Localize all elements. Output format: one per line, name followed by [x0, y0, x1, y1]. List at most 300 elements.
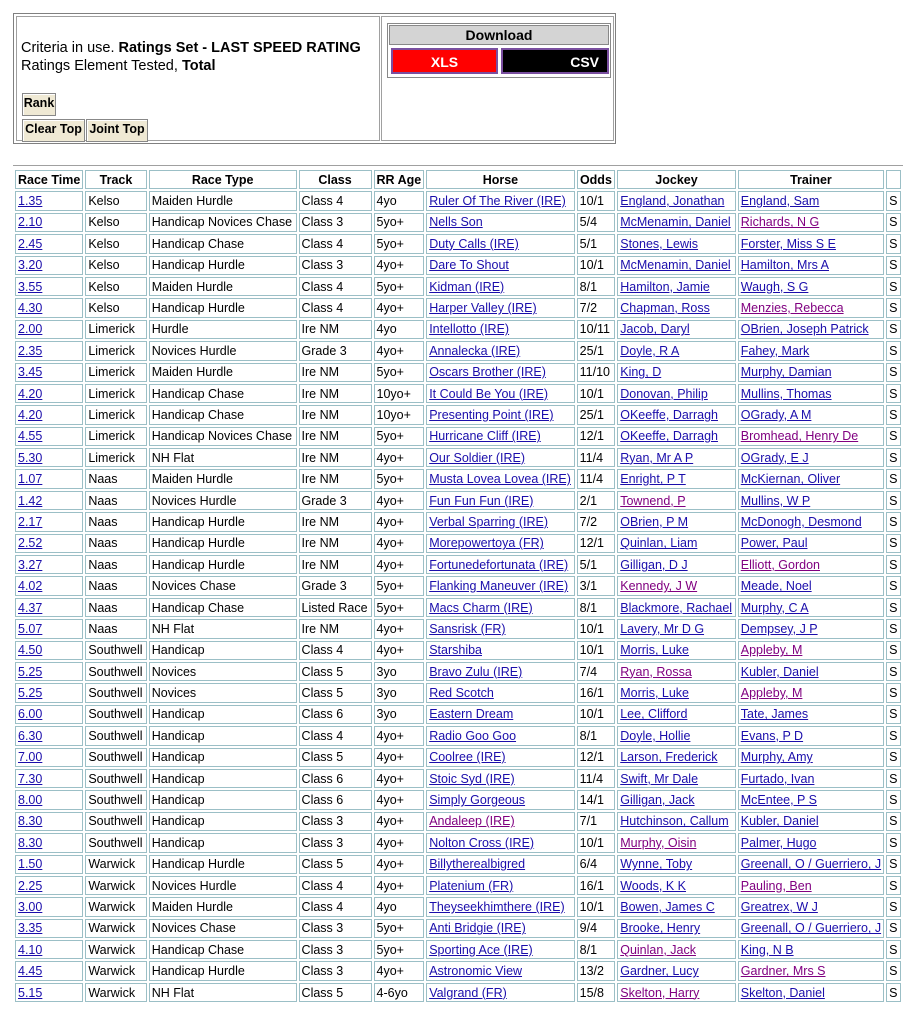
horse-cell: [426, 298, 574, 317]
horse-link[interactable]: Billytherealbigred: [429, 857, 526, 872]
race-time-link[interactable]: 2.00: [18, 322, 43, 337]
race-time-cell: [15, 983, 83, 1002]
trainer-link[interactable]: England, Sam: [740, 194, 820, 209]
trainer-link[interactable]: McDonogh, Desmond: [740, 514, 862, 529]
jockey-link[interactable]: Swift, Mr Dale: [620, 771, 699, 786]
trainer-link[interactable]: Murphy, Damian: [740, 365, 832, 380]
jockey-link[interactable]: Bowen, James C: [620, 899, 715, 914]
jockey-cell: [617, 726, 736, 745]
csv-download-button[interactable]: CSV: [501, 48, 609, 74]
header-trainer: Trainer: [738, 170, 884, 189]
extra-cell: S: [886, 427, 901, 446]
trainer-link[interactable]: Hamilton, Mrs A: [740, 258, 829, 273]
horse-link[interactable]: Kidman (IRE): [429, 279, 505, 294]
horse-link[interactable]: Annalecka (IRE): [429, 343, 521, 358]
trainer-link[interactable]: Dempsey, J P: [740, 621, 818, 636]
race-time-link[interactable]: 4.02: [18, 579, 43, 594]
trainer-link[interactable]: Kubler, Daniel: [740, 664, 819, 679]
extra-cell: S: [886, 469, 901, 488]
extra-cell: S: [886, 876, 901, 895]
horse-link[interactable]: It Could Be You (IRE): [429, 386, 549, 401]
trainer-link[interactable]: Evans, P D: [740, 728, 804, 743]
race-time-link[interactable]: 3.55: [18, 279, 43, 294]
horse-cell: [426, 598, 574, 617]
trainer-link[interactable]: OGrady, E J: [740, 450, 809, 465]
jockey-cell: [617, 405, 736, 424]
race-time-link[interactable]: 6.00: [18, 707, 43, 722]
trainer-link[interactable]: Tate, James: [740, 707, 809, 722]
extra-cell: S: [886, 234, 901, 253]
jockey-cell: [617, 234, 736, 253]
horse-link[interactable]: Stoic Syd (IRE): [429, 771, 515, 786]
race-type-cell: Handicap: [149, 833, 297, 852]
header-rr-age: RR Age: [374, 170, 425, 189]
race-time-cell: [15, 919, 83, 938]
track-cell: Naas: [85, 469, 146, 488]
horse-link[interactable]: Theyseekhimthere (IRE): [429, 899, 565, 914]
track-cell: Warwick: [85, 940, 146, 959]
jockey-link[interactable]: Larson, Frederick: [620, 750, 718, 765]
table-row: [15, 705, 901, 724]
horse-link[interactable]: Platenium (FR): [429, 878, 514, 893]
horse-link[interactable]: Sansrisk (FR): [429, 621, 506, 636]
header-row: [15, 170, 901, 189]
race-time-link[interactable]: 2.52: [18, 536, 43, 551]
extra-cell: S: [886, 384, 901, 403]
track-cell: Kelso: [85, 256, 146, 275]
race-time-cell: [15, 191, 83, 210]
jockey-link[interactable]: Doyle, R A: [620, 343, 680, 358]
horse-cell: [426, 619, 574, 638]
trainer-cell: [738, 812, 884, 831]
odds-cell: 25/1: [577, 341, 616, 360]
trainer-link[interactable]: Elliott, Gordon: [740, 557, 820, 572]
horse-cell: [426, 405, 574, 424]
jockey-link[interactable]: Doyle, Hollie: [620, 728, 691, 743]
extra-cell: S: [886, 662, 901, 681]
horse-link[interactable]: Hurricane Cliff (IRE): [429, 429, 541, 444]
rr-age-cell: 4yo+: [374, 726, 425, 745]
race-type-cell: Handicap: [149, 812, 297, 831]
xls-download-button[interactable]: XLS: [391, 48, 498, 74]
odds-cell: 11/4: [577, 769, 616, 788]
horse-link[interactable]: Eastern Dream: [429, 707, 514, 722]
horse-link[interactable]: Presenting Point (IRE): [429, 407, 554, 422]
jockey-link[interactable]: OKeeffe, Darragh: [620, 407, 718, 422]
jockey-link[interactable]: Jacob, Daryl: [620, 322, 690, 337]
trainer-link[interactable]: Greenall, O / Guerriero, J: [740, 921, 882, 936]
race-time-link[interactable]: 8.00: [18, 793, 43, 808]
horse-cell: [426, 961, 574, 980]
trainer-link[interactable]: Appleby, M: [740, 643, 803, 658]
race-time-cell: [15, 897, 83, 916]
horse-cell: [426, 576, 574, 595]
horse-link[interactable]: Nells Son: [429, 215, 483, 230]
extra-cell: S: [886, 705, 901, 724]
horse-link[interactable]: Fun Fun Fun (IRE): [429, 493, 534, 508]
jockey-link[interactable]: Brooke, Henry: [620, 921, 701, 936]
jockey-cell: [617, 213, 736, 232]
jockey-link[interactable]: Lee, Clifford: [620, 707, 688, 722]
jockey-link[interactable]: Townend, P: [620, 493, 686, 508]
race-time-link[interactable]: 2.17: [18, 514, 43, 529]
horse-link[interactable]: Bravo Zulu (IRE): [429, 664, 523, 679]
jockey-link[interactable]: King, D: [620, 365, 662, 380]
class-cell: Ire NM: [299, 469, 372, 488]
jockey-link[interactable]: England, Jonathan: [620, 194, 725, 209]
table-row: [15, 320, 901, 339]
trainer-cell: [738, 469, 884, 488]
track-cell: Warwick: [85, 855, 146, 874]
horse-link[interactable]: Fortunedefortunata (IRE): [429, 557, 569, 572]
race-time-link[interactable]: 3.35: [18, 921, 43, 936]
rr-age-cell: 4yo+: [374, 812, 425, 831]
race-type-cell: Novices Hurdle: [149, 341, 297, 360]
horse-cell: [426, 213, 574, 232]
race-type-cell: Maiden Hurdle: [149, 897, 297, 916]
class-cell: Grade 3: [299, 341, 372, 360]
extra-cell: S: [886, 619, 901, 638]
jockey-cell: [617, 555, 736, 574]
race-type-cell: Novices: [149, 683, 297, 702]
race-type-cell: Handicap Hurdle: [149, 298, 297, 317]
jockey-link[interactable]: Morris, Luke: [620, 643, 690, 658]
horse-link[interactable]: Coolree (IRE): [429, 750, 506, 765]
rr-age-cell: 4yo+: [374, 876, 425, 895]
jockey-link[interactable]: Quinlan, Jack: [620, 942, 696, 957]
trainer-link[interactable]: Richards, N G: [740, 215, 820, 230]
jockey-cell: [617, 897, 736, 916]
horse-link[interactable]: Radio Goo Goo: [429, 728, 517, 743]
class-cell: Class 3: [299, 940, 372, 959]
horse-cell: [426, 855, 574, 874]
trainer-link[interactable]: Bromhead, Henry De: [740, 429, 859, 444]
table-row: [15, 683, 901, 702]
trainer-cell: [738, 919, 884, 938]
jockey-link[interactable]: Kennedy, J W: [620, 579, 698, 594]
race-time-link[interactable]: 6.30: [18, 728, 43, 743]
jockey-link[interactable]: Lavery, Mr D G: [620, 621, 705, 636]
race-time-cell: [15, 448, 83, 467]
trainer-link[interactable]: Greatrex, W J: [740, 899, 818, 914]
horse-cell: [426, 320, 574, 339]
horse-link[interactable]: Duty Calls (IRE): [429, 236, 519, 251]
horse-link[interactable]: Oscars Brother (IRE): [429, 365, 546, 380]
trainer-link[interactable]: Power, Paul: [740, 536, 808, 551]
horse-cell: [426, 427, 574, 446]
trainer-link[interactable]: Murphy, C A: [740, 600, 809, 615]
trainer-link[interactable]: Palmer, Hugo: [740, 835, 817, 850]
horse-cell: [426, 897, 574, 916]
race-time-link[interactable]: 8.30: [18, 814, 43, 829]
rr-age-cell: 4yo+: [374, 491, 425, 510]
horse-link[interactable]: Nolton Cross (IRE): [429, 835, 535, 850]
track-cell: Naas: [85, 555, 146, 574]
trainer-link[interactable]: Furtado, Ivan: [740, 771, 815, 786]
horse-cell: [426, 769, 574, 788]
jockey-link[interactable]: Woods, K K: [620, 878, 687, 893]
jockey-cell: [617, 448, 736, 467]
race-time-link[interactable]: 3.20: [18, 258, 43, 273]
horse-link[interactable]: Harper Valley (IRE): [429, 301, 537, 316]
trainer-link[interactable]: Pauling, Ben: [740, 878, 812, 893]
trainer-cell: [738, 298, 884, 317]
class-cell: Ire NM: [299, 555, 372, 574]
trainer-link[interactable]: Skelton, Daniel: [740, 985, 825, 1000]
extra-cell: S: [886, 256, 901, 275]
race-type-cell: Handicap: [149, 705, 297, 724]
trainer-link[interactable]: Fahey, Mark: [740, 343, 810, 358]
jockey-cell: [617, 748, 736, 767]
trainer-link[interactable]: King, N B: [740, 942, 794, 957]
joint-top-button[interactable]: Joint Top: [86, 119, 148, 142]
race-time-link[interactable]: 1.07: [18, 472, 43, 487]
odds-cell: 11/4: [577, 448, 616, 467]
criteria-prefix: Criteria in use.: [21, 40, 119, 56]
track-cell: Southwell: [85, 769, 146, 788]
header-race-type: Race Type: [149, 170, 297, 189]
rr-age-cell: 4yo+: [374, 555, 425, 574]
jockey-cell: [617, 491, 736, 510]
race-time-link[interactable]: 7.00: [18, 750, 43, 765]
jockey-cell: [617, 320, 736, 339]
trainer-cell: [738, 876, 884, 895]
rr-age-cell: 4yo+: [374, 512, 425, 531]
odds-cell: 12/1: [577, 534, 616, 553]
race-time-link[interactable]: 4.20: [18, 386, 43, 401]
trainer-cell: [738, 191, 884, 210]
horse-link[interactable]: Ruler Of The River (IRE): [429, 194, 566, 209]
horse-link[interactable]: Morepowertoya (FR): [429, 536, 544, 551]
jockey-link[interactable]: McMenamin, Daniel: [620, 215, 731, 230]
extra-cell: S: [886, 191, 901, 210]
jockey-cell: [617, 641, 736, 660]
table-row: [15, 940, 901, 959]
rr-age-cell: 5yo+: [374, 469, 425, 488]
track-cell: Naas: [85, 534, 146, 553]
race-type-cell: Novices Chase: [149, 919, 297, 938]
extra-cell: S: [886, 919, 901, 938]
track-cell: Southwell: [85, 683, 146, 702]
race-time-link[interactable]: 8.30: [18, 835, 43, 850]
table-row: [15, 876, 901, 895]
horse-link[interactable]: Astronomic View: [429, 964, 523, 979]
jockey-link[interactable]: Donovan, Philip: [620, 386, 708, 401]
jockey-link[interactable]: Stones, Lewis: [620, 236, 699, 251]
clear-top-button[interactable]: Clear Top: [22, 119, 85, 142]
race-time-link[interactable]: 5.15: [18, 985, 43, 1000]
jockey-link[interactable]: Gardner, Lucy: [620, 964, 699, 979]
race-time-link[interactable]: 4.55: [18, 429, 43, 444]
class-cell: Ire NM: [299, 619, 372, 638]
trainer-link[interactable]: Gardner, Mrs S: [740, 964, 826, 979]
rr-age-cell: 5yo+: [374, 277, 425, 296]
race-time-cell: [15, 405, 83, 424]
jockey-link[interactable]: Hamilton, Jamie: [620, 279, 710, 294]
track-cell: Naas: [85, 619, 146, 638]
race-time-link[interactable]: 2.45: [18, 236, 43, 251]
race-time-link[interactable]: 4.37: [18, 600, 43, 615]
horse-link[interactable]: Macs Charm (IRE): [429, 600, 533, 615]
trainer-link[interactable]: Appleby, M: [740, 686, 803, 701]
jockey-link[interactable]: OKeeffe, Darragh: [620, 429, 718, 444]
race-time-cell: [15, 256, 83, 275]
race-type-cell: NH Flat: [149, 983, 297, 1002]
race-time-cell: [15, 940, 83, 959]
jockey-link[interactable]: Blackmore, Rachael: [620, 600, 733, 615]
extra-cell: S: [886, 983, 901, 1002]
track-cell: Warwick: [85, 983, 146, 1002]
race-time-link[interactable]: 7.30: [18, 771, 43, 786]
class-cell: Listed Race: [299, 598, 372, 617]
trainer-cell: [738, 491, 884, 510]
trainer-cell: [738, 641, 884, 660]
horse-link[interactable]: Musta Lovea Lovea (IRE): [429, 472, 571, 487]
race-time-link[interactable]: 2.35: [18, 343, 43, 358]
race-time-link[interactable]: 5.30: [18, 450, 43, 465]
race-time-link[interactable]: 5.25: [18, 664, 43, 679]
extra-cell: S: [886, 534, 901, 553]
horse-link[interactable]: Flanking Maneuver (IRE): [429, 579, 569, 594]
class-cell: Class 3: [299, 919, 372, 938]
odds-cell: 8/1: [577, 940, 616, 959]
race-time-cell: [15, 961, 83, 980]
race-time-link[interactable]: 3.00: [18, 899, 43, 914]
race-time-link[interactable]: 4.30: [18, 301, 43, 316]
race-type-cell: Handicap Chase: [149, 234, 297, 253]
trainer-link[interactable]: OBrien, Joseph Patrick: [740, 322, 869, 337]
jockey-link[interactable]: McMenamin, Daniel: [620, 258, 731, 273]
jockey-link[interactable]: Gilligan, Jack: [620, 793, 695, 808]
rr-age-cell: 10yo+: [374, 384, 425, 403]
class-cell: Class 5: [299, 748, 372, 767]
horse-link[interactable]: Dare To Shout: [429, 258, 509, 273]
trainer-link[interactable]: Mullins, W P: [740, 493, 811, 508]
race-time-link[interactable]: 2.10: [18, 215, 43, 230]
class-cell: Class 5: [299, 855, 372, 874]
table-row: [15, 234, 901, 253]
race-time-link[interactable]: 4.10: [18, 942, 43, 957]
race-type-cell: Handicap Chase: [149, 384, 297, 403]
race-time-link[interactable]: 2.25: [18, 878, 43, 893]
race-time-link[interactable]: 4.50: [18, 643, 43, 658]
class-cell: Class 4: [299, 876, 372, 895]
jockey-link[interactable]: Ryan, Rossa: [620, 664, 692, 679]
trainer-link[interactable]: McEntee, P S: [740, 793, 817, 808]
trainer-link[interactable]: Mullins, Thomas: [740, 386, 832, 401]
jockey-link[interactable]: Murphy, Oisin: [620, 835, 697, 850]
jockey-cell: [617, 683, 736, 702]
class-cell: Ire NM: [299, 384, 372, 403]
odds-cell: 8/1: [577, 726, 616, 745]
trainer-cell: [738, 427, 884, 446]
horse-link[interactable]: Valgrand (FR): [429, 985, 507, 1000]
odds-cell: 6/4: [577, 855, 616, 874]
table-row: [15, 341, 901, 360]
horse-link[interactable]: Sporting Ace (IRE): [429, 942, 533, 957]
jockey-link[interactable]: Quinlan, Liam: [620, 536, 698, 551]
jockey-link[interactable]: Skelton, Harry: [620, 985, 700, 1000]
trainer-link[interactable]: Menzies, Rebecca: [740, 301, 844, 316]
jockey-link[interactable]: Wynne, Toby: [620, 857, 693, 872]
header-horse: Horse: [426, 170, 574, 189]
track-cell: Limerick: [85, 448, 146, 467]
rr-age-cell: 5yo+: [374, 213, 425, 232]
jockey-cell: [617, 919, 736, 938]
trainer-link[interactable]: Waugh, S G: [740, 279, 809, 294]
jockey-link[interactable]: Morris, Luke: [620, 686, 690, 701]
trainer-link[interactable]: Greenall, O / Guerriero, J: [740, 857, 882, 872]
trainer-link[interactable]: McKiernan, Oliver: [740, 472, 841, 487]
race-type-cell: Hurdle: [149, 320, 297, 339]
horse-link[interactable]: Anti Bridgie (IRE): [429, 921, 526, 936]
horse-cell: [426, 641, 574, 660]
race-time-link[interactable]: 4.45: [18, 964, 43, 979]
class-cell: Ire NM: [299, 320, 372, 339]
trainer-link[interactable]: OGrady, A M: [740, 407, 812, 422]
horse-cell: [426, 191, 574, 210]
race-time-link[interactable]: 1.42: [18, 493, 43, 508]
race-time-link[interactable]: 1.35: [18, 194, 43, 209]
jockey-link[interactable]: Ryan, Mr A P: [620, 450, 694, 465]
trainer-link[interactable]: Forster, Miss S E: [740, 236, 836, 251]
trainer-link[interactable]: Kubler, Daniel: [740, 814, 819, 829]
rr-age-cell: 4yo+: [374, 298, 425, 317]
trainer-link[interactable]: Murphy, Amy: [740, 750, 813, 765]
horse-link[interactable]: Andaleep (IRE): [429, 814, 515, 829]
race-time-link[interactable]: 4.20: [18, 407, 43, 422]
race-time-link[interactable]: 3.27: [18, 557, 43, 572]
horse-link[interactable]: Simply Gorgeous: [429, 793, 526, 808]
race-time-link[interactable]: 5.25: [18, 686, 43, 701]
horse-link[interactable]: Our Soldier (IRE): [429, 450, 526, 465]
odds-cell: 8/1: [577, 598, 616, 617]
results-body: [15, 191, 901, 1002]
odds-cell: 5/1: [577, 555, 616, 574]
race-time-cell: [15, 748, 83, 767]
trainer-cell: [738, 555, 884, 574]
rr-age-cell: 4yo+: [374, 619, 425, 638]
extra-cell: S: [886, 812, 901, 831]
horse-cell: [426, 876, 574, 895]
jockey-link[interactable]: Hutchinson, Callum: [620, 814, 729, 829]
horse-link[interactable]: Verbal Sparring (IRE): [429, 514, 548, 529]
race-time-link[interactable]: 5.07: [18, 621, 43, 636]
extra-cell: S: [886, 448, 901, 467]
trainer-link[interactable]: Meade, Noel: [740, 579, 812, 594]
class-cell: Class 4: [299, 726, 372, 745]
table-row: [15, 726, 901, 745]
horse-link[interactable]: Red Scotch: [429, 686, 494, 701]
race-time-link[interactable]: 1.50: [18, 857, 43, 872]
extra-cell: S: [886, 833, 901, 852]
horse-link[interactable]: Intellotto (IRE): [429, 322, 510, 337]
jockey-link[interactable]: Gilligan, D J: [620, 557, 688, 572]
jockey-link[interactable]: Enright, P T: [620, 472, 686, 487]
jockey-link[interactable]: Chapman, Ross: [620, 301, 710, 316]
extra-cell: S: [886, 961, 901, 980]
jockey-cell: [617, 790, 736, 809]
extra-cell: S: [886, 512, 901, 531]
jockey-link[interactable]: OBrien, P M: [620, 514, 689, 529]
extra-cell: S: [886, 897, 901, 916]
race-time-link[interactable]: 3.45: [18, 365, 43, 380]
track-cell: Kelso: [85, 213, 146, 232]
odds-cell: 10/1: [577, 191, 616, 210]
jockey-cell: [617, 961, 736, 980]
rank-button[interactable]: Rank: [22, 93, 56, 116]
horse-link[interactable]: Starshiba: [429, 643, 482, 658]
